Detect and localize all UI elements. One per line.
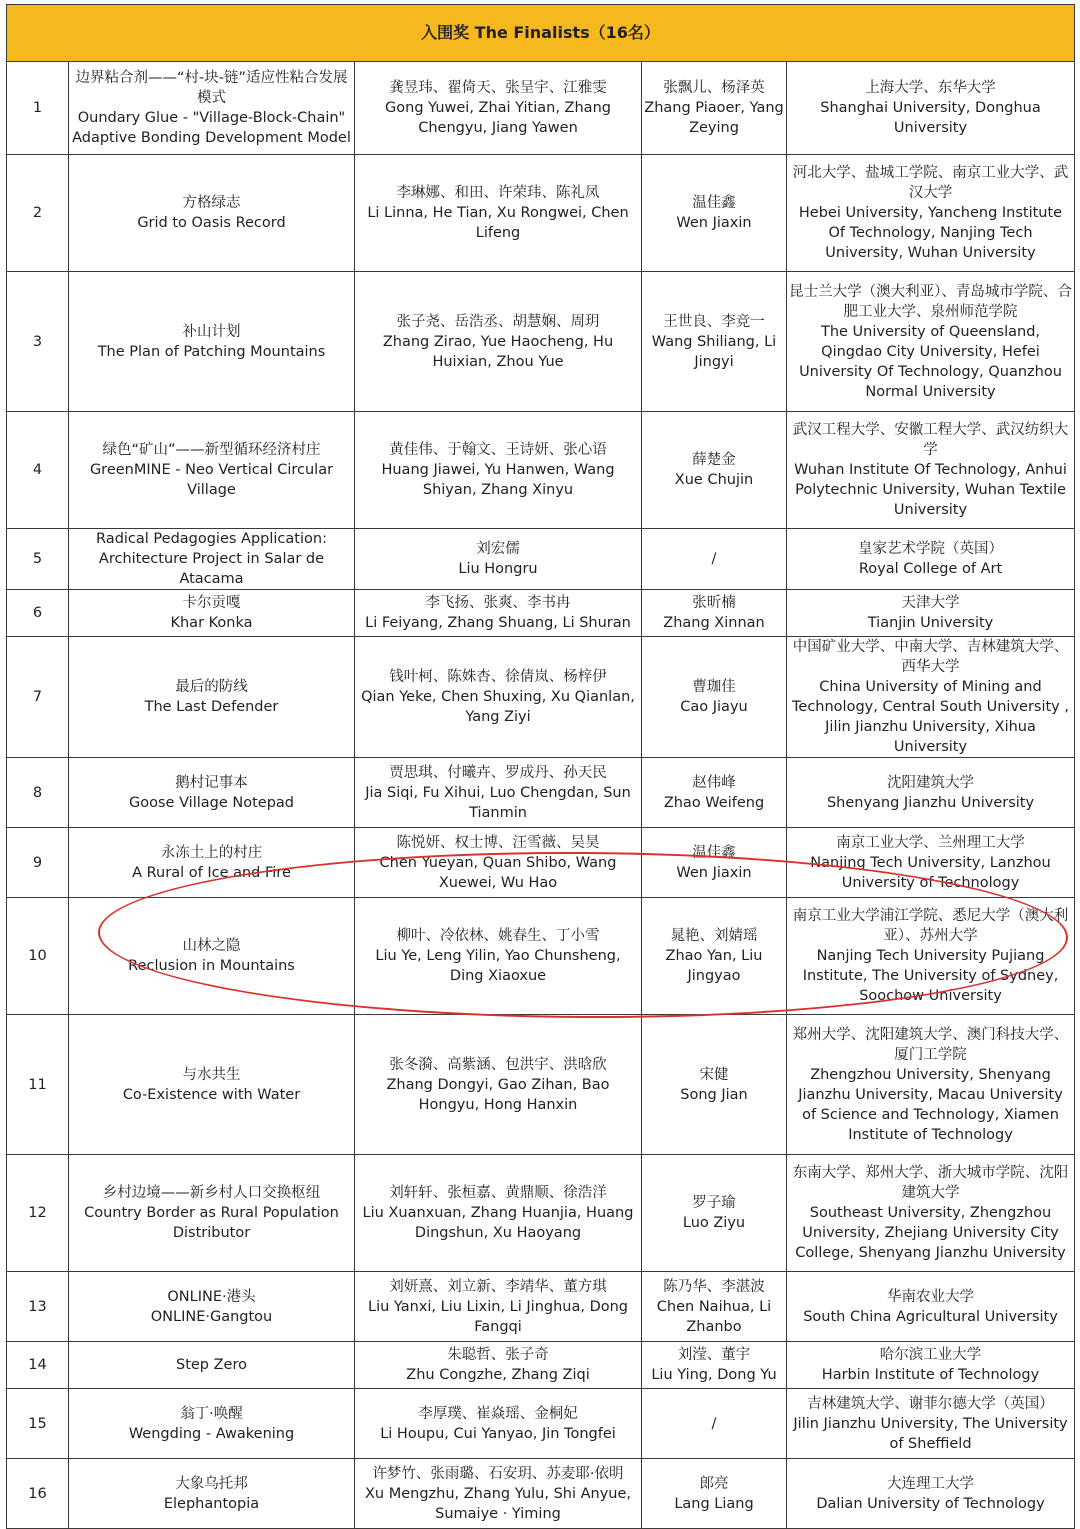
team-members-cell-line: 张子尧、岳浩丞、胡慧娴、周玥 [396, 313, 600, 330]
project-name-cell-line: Co-Existence with Water [122, 1086, 301, 1103]
school-cell [787, 898, 1075, 1015]
school-cell-line: 天津大学 [901, 595, 960, 611]
team-members-cell-line: 黄佳伟、于翰文、王诗妍、张心语 [389, 442, 607, 458]
team-members-cell [355, 758, 642, 828]
school-cell [787, 758, 1075, 828]
team-members-cell-line: 刘宏儒 [476, 541, 520, 557]
row-number-cell: 15 [7, 1389, 69, 1459]
tutors-cell-line: / [711, 1415, 717, 1432]
tutors-cell-line: Wen Jiaxin [676, 864, 752, 881]
table-row [7, 1272, 1075, 1342]
tutors-cell-line: Zhao Yan, Liu Jingyao [665, 948, 763, 984]
tutors-cell [642, 272, 787, 412]
team-members-cell-line: Chen Yueyan, Quan Shibo, Wang Xuewei, Wu Hao [379, 854, 617, 891]
team-members-cell-line: 李琳娜、和田、许荣玮、陈礼凤 [396, 185, 600, 201]
tutors-cell [642, 1155, 787, 1272]
team-members-cell-line: Zhang Dongyi, Gao Zihan, Bao Hongyu, Hong Hanxin [386, 1076, 610, 1113]
project-name-cell-line: Country Border as Rural Population Distributor [84, 1205, 339, 1241]
table-row [7, 1015, 1075, 1155]
school-cell-line: 东南大学、郑州大学、浙大城市学院、沈阳建筑大学 [792, 1165, 1069, 1201]
team-members-cell [355, 898, 642, 1015]
project-name-cell-line: 山林之隐 [182, 938, 241, 954]
project-name-cell [69, 1459, 355, 1529]
project-name-cell-line: 边界粘合剂——“村-块-链”适应性粘合发展模式 [75, 70, 348, 106]
project-name-cell-line: ONLINE·港头 [167, 1288, 256, 1305]
tutors-cell-line: 陈乃华、李湛波 [663, 1278, 765, 1295]
tutors-cell-line: Zhao Weifeng [663, 794, 765, 811]
tutors-cell-line: 晁艳、刘婧瑶 [670, 928, 758, 944]
team-members-cell-line: Li Linna, He Tian, Xu Rongwei, Chen Lifeng [367, 205, 629, 241]
row-number-cell: 1 [7, 62, 69, 155]
project-name-cell [69, 828, 355, 898]
school-cell-line: Southeast University, Zhengzhou University, Zhejiang University City College, Shenyang Jianzhu University [795, 1205, 1066, 1261]
school-cell-line: Hebei University, Yancheng Institute Of Technology, Nanjing Tech University, Wuhan University [798, 205, 1063, 261]
tutors-cell [642, 1272, 787, 1342]
tutors-cell-line: Song Jian [680, 1086, 748, 1103]
school-cell-line: 吉林建筑大学、谢菲尔德大学（英国） [807, 1395, 1054, 1412]
project-name-cell-line: The Plan of Patching Mountains [97, 343, 326, 360]
project-name-cell-line: Khar Konka [170, 615, 253, 631]
tutors-cell-line: 王世良、李竞一 [663, 313, 765, 330]
project-name-cell-line: Oundary Glue - "Village-Block-Chain" Adaptive Bonding Development Model [72, 110, 351, 146]
tutors-cell-line: Lang Liang [674, 1495, 754, 1512]
project-name-cell [69, 1342, 355, 1389]
tutors-cell [642, 758, 787, 828]
row-number-cell: 7 [7, 637, 69, 758]
tutors-cell-line: 郎亮 [699, 1475, 729, 1492]
tutors-cell-line: 温佳鑫 [692, 195, 736, 211]
project-name-cell-line: Wengding - Awakening [128, 1425, 295, 1442]
team-members-cell [355, 155, 642, 272]
team-members-cell [355, 1015, 642, 1155]
team-members-cell-line: 陈悦妍、权士博、汪雪薇、吴昊 [396, 834, 600, 851]
project-name-cell-line: 大象乌托邦 [175, 1475, 248, 1492]
team-members-cell [355, 828, 642, 898]
table-row [7, 1342, 1075, 1389]
school-cell-line: 皇家艺术学院（英国） [858, 541, 1003, 557]
team-members-cell-line: 李厚璞、崔焱瑶、金桐妃 [418, 1405, 578, 1422]
team-members-cell-line: Li Feiyang, Zhang Shuang, Li Shuran [365, 615, 631, 631]
team-members-cell-line: 柳叶、冷依林、姚春生、丁小雪 [396, 928, 600, 944]
table-row [7, 272, 1075, 412]
school-cell-line: 中国矿业大学、中南大学、吉林建筑大学、西华大学 [792, 639, 1069, 675]
school-cell-line: 武汉工程大学、安徽工程大学、武汉纺织大学 [792, 422, 1069, 458]
row-number-cell: 12 [7, 1155, 69, 1272]
tutors-cell [642, 155, 787, 272]
tutors-cell-line: 薛楚金 [692, 452, 736, 468]
row-number-cell: 16 [7, 1459, 69, 1529]
row-number-cell: 13 [7, 1272, 69, 1342]
team-members-cell [355, 1389, 642, 1459]
tutors-cell-line: Wang Shiliang, Li Jingyi [651, 333, 777, 370]
project-name-cell [69, 412, 355, 529]
team-members-cell [355, 1459, 642, 1529]
project-name-cell [69, 590, 355, 637]
school-cell [787, 1015, 1075, 1155]
team-members-cell-line: Huang Jiawei, Yu Hanwen, Wang Shiyan, Zhang Xinyu [381, 462, 615, 498]
table-header-title: 入围奖 The Finalists（16名） [7, 5, 1075, 62]
school-cell-line: Shenyang Jianzhu University [826, 794, 1035, 811]
tutors-cell [642, 637, 787, 758]
school-cell [787, 529, 1075, 590]
project-name-cell-line: 方格绿志 [182, 195, 241, 211]
team-members-cell-line: Liu Xuanxuan, Zhang Huanjia, Huang Dingshun, Xu Haoyang [362, 1205, 634, 1241]
team-members-cell [355, 1155, 642, 1272]
team-members-cell-line: 李飞扬、张爽、李书冉 [425, 595, 571, 611]
school-cell-line: 大连理工大学 [887, 1475, 974, 1492]
school-cell [787, 1342, 1075, 1389]
row-number-cell: 5 [7, 529, 69, 590]
project-name-cell-line: 绿色“矿山”——新型循环经济村庄 [102, 442, 321, 458]
school-cell-line: Royal College of Art [858, 561, 1003, 577]
school-cell [787, 1155, 1075, 1272]
school-cell-line: The University of Queensland, Qingdao City University, Hefei University Of Technology, Quanzhou Normal University [799, 323, 1062, 400]
finalists-table [6, 4, 1075, 1529]
table-row [7, 1459, 1075, 1529]
team-members-cell-line: Gong Yuwei, Zhai Yitian, Zhang Chengyu, Jiang Yawen [385, 100, 611, 136]
project-name-cell [69, 1155, 355, 1272]
project-name-cell-line: 补山计划 [182, 323, 241, 340]
tutors-cell [642, 412, 787, 529]
tutors-cell-line: 曹珈佳 [692, 679, 736, 695]
project-name-cell [69, 62, 355, 155]
team-members-cell [355, 590, 642, 637]
project-name-cell-line: 鹅村记事本 [175, 774, 248, 791]
school-cell [787, 637, 1075, 758]
school-cell [787, 62, 1075, 155]
tutors-cell-line: 刘滢、董宇 [677, 1347, 751, 1363]
tutors-cell-line: 张飘儿、杨泽英 [663, 80, 765, 96]
team-members-cell [355, 272, 642, 412]
project-name-cell-line: 卡尔贡嘎 [182, 595, 241, 611]
team-members-cell [355, 529, 642, 590]
row-number-cell: 14 [7, 1342, 69, 1389]
tutors-cell [642, 529, 787, 590]
school-cell-line: 哈尔滨工业大学 [879, 1347, 982, 1363]
team-members-cell-line: Liu Hongru [458, 561, 538, 577]
school-cell-line: Nanjing Tech University, Lanzhou University of Technology [810, 854, 1051, 891]
school-cell [787, 1272, 1075, 1342]
team-members-cell-line: Zhu Congzhe, Zhang Ziqi [406, 1367, 590, 1383]
school-cell-line: 昆士兰大学（澳大利亚）、青岛城市学院、合肥工业大学、泉州师范学院 [789, 283, 1072, 320]
team-members-cell [355, 1272, 642, 1342]
tutors-cell [642, 898, 787, 1015]
school-cell-line: Wuhan Institute Of Technology, Anhui Polytechnic University, Wuhan Textile University [794, 462, 1067, 518]
tutors-cell-line: Cao Jiayu [680, 699, 748, 715]
table-header-row [7, 5, 1075, 62]
school-cell-line: 南京工业大学浦江学院、悉尼大学（澳大利亚）、苏州大学 [792, 908, 1069, 944]
school-cell-line: 上海大学、东华大学 [865, 80, 996, 96]
school-cell-line: Harbin Institute of Technology [821, 1367, 1040, 1383]
table-row [7, 62, 1075, 155]
tutors-cell-line: 宋健 [699, 1066, 729, 1083]
team-members-cell-line: 贾思琪、付曦卉、罗成丹、孙天民 [389, 764, 607, 781]
project-name-cell [69, 272, 355, 412]
tutors-cell [642, 1342, 787, 1389]
team-members-cell-line: Qian Yeke, Chen Shuxing, Xu Qianlan, Yang Ziyi [361, 689, 635, 725]
school-cell [787, 412, 1075, 529]
row-number-cell: 6 [7, 590, 69, 637]
team-members-cell-line: 龚昱玮、翟倚天、张呈宇、江雅雯 [389, 80, 607, 96]
school-cell-line: Dalian University of Technology [816, 1495, 1045, 1512]
table-row [7, 898, 1075, 1015]
school-cell [787, 155, 1075, 272]
team-members-cell-line: Li Houpu, Cui Yanyao, Jin Tongfei [380, 1425, 616, 1442]
row-number-cell: 3 [7, 272, 69, 412]
project-name-cell-line: Grid to Oasis Record [137, 215, 286, 231]
team-members-cell-line: Xu Mengzhu, Zhang Yulu, Shi Anyue, Sumaiye · Yiming [364, 1485, 632, 1522]
tutors-cell-line: Luo Ziyu [682, 1215, 746, 1231]
table-row [7, 828, 1075, 898]
tutors-cell [642, 828, 787, 898]
project-name-cell-line: The Last Defender [144, 699, 279, 715]
project-name-cell-line: A Rural of Ice and Fire [132, 864, 291, 881]
school-cell-line: 河北大学、盐城工学院、南京工业大学、武汉大学 [792, 165, 1069, 201]
tutors-cell-line: 张昕楠 [692, 595, 736, 611]
school-cell [787, 272, 1075, 412]
table-row [7, 758, 1075, 828]
team-members-cell-line: Zhang Zirao, Yue Haocheng, Hu Huixian, Zhou Yue [382, 333, 614, 370]
tutors-cell-line: Xue Chujin [674, 472, 754, 488]
tutors-cell [642, 590, 787, 637]
project-name-cell-line: 最后的防线 [175, 679, 248, 695]
school-cell-line: China University of Mining and Technology, Central South University , Jilin Jianzhu University, Xihua University [792, 679, 1069, 755]
school-cell [787, 590, 1075, 637]
tutors-cell [642, 62, 787, 155]
school-cell-line: Shanghai University, Donghua University [820, 100, 1041, 136]
project-name-cell-line: 与水共生 [182, 1066, 241, 1083]
school-cell-line: Tianjin University [867, 615, 994, 631]
project-name-cell [69, 898, 355, 1015]
project-name-cell-line: Step Zero [176, 1357, 247, 1373]
tutors-cell-line: 赵伟峰 [692, 774, 736, 791]
project-name-cell-line: ONLINE·Gangtou [150, 1308, 273, 1325]
project-name-cell-line: Radical Pedagogies Application: [96, 531, 327, 547]
team-members-cell-line: Liu Yanxi, Liu Lixin, Li Jinghua, Dong Fangqi [367, 1298, 629, 1335]
school-cell-line: Zhengzhou University, Shenyang Jianzhu University, Macau University of Science and Technology, Xiamen Institute of Technology [798, 1066, 1063, 1143]
project-name-cell-line: Goose Village Notepad [129, 794, 294, 811]
school-cell [787, 1389, 1075, 1459]
team-members-cell-line: 刘妍熹、刘立新、李靖华、董方琪 [389, 1278, 607, 1295]
tutors-cell-line: 温佳鑫 [692, 844, 736, 861]
team-members-cell [355, 637, 642, 758]
school-cell-line: South China Agricultural University [803, 1308, 1058, 1325]
tutors-cell-line: Zhang Piaoer, Yang Zeying [644, 100, 784, 136]
team-members-cell-line: 张冬漪、高紫涵、包洪宇、洪晗欣 [389, 1056, 607, 1073]
row-number-cell: 8 [7, 758, 69, 828]
school-cell-line: 沈阳建筑大学 [887, 774, 974, 791]
project-name-cell-line: 永冻土上的村庄 [160, 844, 263, 861]
project-name-cell [69, 1389, 355, 1459]
team-members-cell-line: Liu Ye, Leng Yilin, Yao Chunsheng, Ding Xiaoxue [375, 948, 621, 984]
school-cell-line: Jilin Jianzhu University, The University of Sheffield [793, 1415, 1068, 1452]
team-members-cell-line: 许梦竹、张雨璐、石安玥、苏麦耶·依明 [372, 1465, 624, 1482]
school-cell-line: Nanjing Tech University Pujiang Institute, The University of Sydney, Soochow University [802, 948, 1059, 1004]
tutors-cell-line: Wen Jiaxin [676, 215, 752, 231]
tutors-cell-line: Chen Naihua, Li Zhanbo [656, 1298, 772, 1335]
table-row [7, 590, 1075, 637]
row-number-cell: 2 [7, 155, 69, 272]
table-row [7, 529, 1075, 590]
project-name-cell [69, 637, 355, 758]
tutors-cell [642, 1389, 787, 1459]
school-cell [787, 828, 1075, 898]
team-members-cell-line: 钱叶柯、陈姝杏、徐倩岚、杨梓伊 [389, 669, 607, 685]
project-name-cell [69, 155, 355, 272]
project-name-cell [69, 529, 355, 590]
project-name-cell-line: Elephantopia [163, 1495, 260, 1512]
project-name-cell-line: GreenMINE - Neo Vertical Circular Village [89, 462, 334, 498]
project-name-cell [69, 1015, 355, 1155]
team-members-cell-line: 刘轩轩、张桓嘉、黄鼎顺、徐浩洋 [389, 1185, 607, 1201]
row-number-cell: 10 [7, 898, 69, 1015]
team-members-cell [355, 62, 642, 155]
team-members-cell-line: 朱聪哲、张子奇 [447, 1347, 549, 1363]
project-name-cell [69, 758, 355, 828]
school-cell-line: 郑州大学、沈阳建筑大学、澳门科技大学、厦门工学院 [792, 1026, 1069, 1063]
row-number-cell: 11 [7, 1015, 69, 1155]
tutors-cell-line: / [711, 551, 717, 567]
row-number-cell: 4 [7, 412, 69, 529]
project-name-cell-line: 乡村边境——新乡村人口交换枢纽 [102, 1185, 321, 1201]
tutors-cell-line: 罗子瑜 [692, 1195, 736, 1211]
project-name-cell-line: 翁丁·唤醒 [180, 1405, 243, 1422]
project-name-cell [69, 1272, 355, 1342]
table-row [7, 412, 1075, 529]
table-row [7, 1389, 1075, 1459]
tutors-cell-line: Liu Ying, Dong Yu [651, 1367, 777, 1383]
project-name-cell-line: Architecture Project in Salar de Atacama [98, 551, 325, 587]
school-cell [787, 1459, 1075, 1529]
tutors-cell-line: Zhang Xinnan [663, 615, 765, 631]
table-row [7, 637, 1075, 758]
table-row [7, 155, 1075, 272]
team-members-cell-line: Jia Siqi, Fu Xihui, Luo Chengdan, Sun Tianmin [365, 784, 631, 821]
project-name-cell-line: Reclusion in Mountains [128, 958, 295, 974]
tutors-cell [642, 1459, 787, 1529]
school-cell-line: 华南农业大学 [887, 1288, 974, 1305]
tutors-cell [642, 1015, 787, 1155]
row-number-cell: 9 [7, 828, 69, 898]
team-members-cell [355, 1342, 642, 1389]
school-cell-line: 南京工业大学、兰州理工大学 [836, 834, 1025, 851]
table-row [7, 1155, 1075, 1272]
team-members-cell [355, 412, 642, 529]
